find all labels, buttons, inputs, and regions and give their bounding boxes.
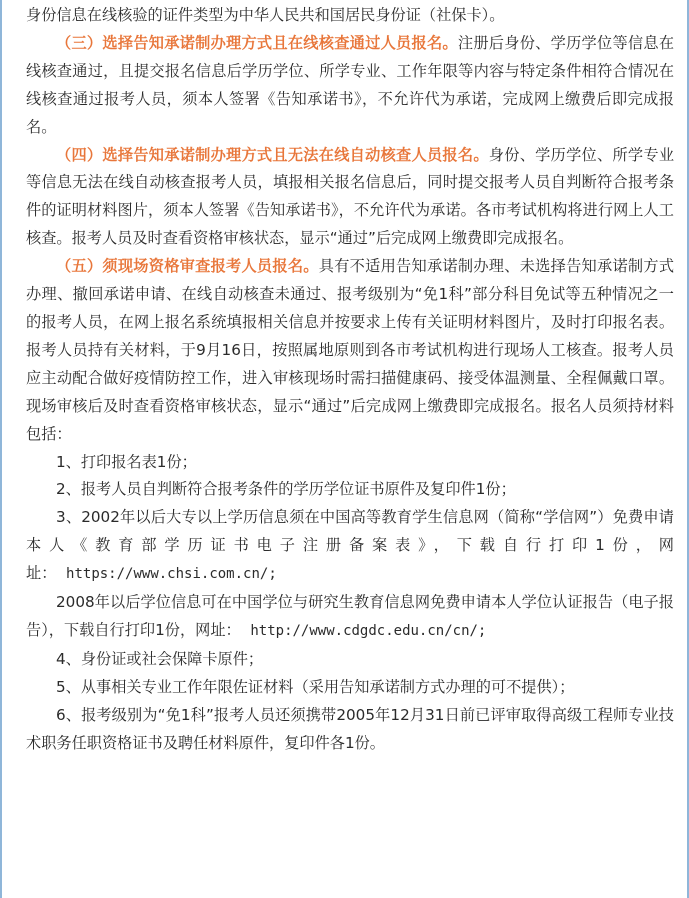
section-3-paragraph xyxy=(26,30,674,142)
section-4-paragraph xyxy=(26,142,674,254)
chsi-url-link[interactable]: https://www.chsi.com.cn/; xyxy=(66,566,277,583)
section-4-body: 身份、学历学位、所学专业等信息无法在线自动核查报考人员，填报相关报名信息后，同时提交报考人员自判断符合报考条件的证明材料图片，须本人签署《告知承诺书》，不允许代为承诺。各市考试机构将进行网上人工核查。报考人员及时查看资格审核状态，显示“通过”后完成网上缴费即完成报名。 xyxy=(26,145,675,248)
list-item-3-text: 3、2002年以后大专以上学历信息须在中国高等教育学生信息网（简称“学信网”）免费申请本人《教育部学历证书电子注册备案表》，下载自行打印1份，网址： xyxy=(26,508,674,583)
id-check-text: 身份信息在线核验的证件类型为中华人民共和国居民身份证（社保卡）。 xyxy=(26,6,505,24)
list-item-1: 1、打印报名表1份； xyxy=(56,452,197,471)
id-check-paragraph xyxy=(26,2,674,30)
list-item-3b-text: 2008年以后学位信息可在中国学位与研究生教育信息网免费申请本人学位认证报告（电子报告），下载自行打印1份，网址： xyxy=(26,593,674,639)
list-item-2: 2、报考人员自判断符合报考条件的学历学位证书原件及复印件1份； xyxy=(56,480,516,499)
section-5-body: 具有不适用告知承诺制办理、未选择告知承诺制方式办理、撤回承诺申请、在线自动核查未通过、报考级别为“免1科”部分科目免试等五种情况之一的报考人员，在网上报名系统填报相关信息并按要求上传有关证明材料图片，及时打印报名表。报考人员持有关材料，于9月16日，按照属地原则到各市考试机构进行现场人工核查。报考人员应主动配合做好疫情防控工作，进入审核现场时需扫描健康码、接受体温测量、全程佩戴口罩。现场审核后及时查看资格审核状态，显示“通过”后完成网上缴费即完成报名。报名人员须持材料包括： xyxy=(26,257,675,443)
section-4-heading: （四）选择告知承诺制办理方式且无法在线自动核查人员报名。 xyxy=(56,145,489,164)
section-3-body: 注册后身份、学历学位等信息在线核查通过，且提交报名信息后学历学位、所学专业、工作年限等内容与特定条件相符合情况在线核查通过报考人员，须本人签署《告知承诺书》，不允许代为承诺，完成网上缴费后即完成报名。 xyxy=(26,33,675,136)
list-item-3b xyxy=(26,589,674,646)
section-5-heading: （五）须现场资格审查报考人员报名。 xyxy=(56,257,319,276)
list-item-4: 4、身份证或社会保障卡原件； xyxy=(56,649,264,668)
section-5-paragraph xyxy=(26,253,674,448)
cdgdc-url-link[interactable]: http://www.cdgdc.edu.cn/cn/; xyxy=(250,622,487,639)
list-item-3 xyxy=(26,504,674,589)
section-3-heading: （三）选择告知承诺制办理方式且在线核查通过人员报名。 xyxy=(56,33,458,52)
list-item-6: 6、报考级别为“免1科”报考人员还须携带2005年12月31日前已评审取得高级工程师专业技术职务任职资格证书及聘任材料原件，复印件各1份。 xyxy=(26,705,674,752)
list-item-5: 5、从事相关专业工作年限佐证材料（采用告知承诺制方式办理的可不提供）； xyxy=(56,677,575,696)
